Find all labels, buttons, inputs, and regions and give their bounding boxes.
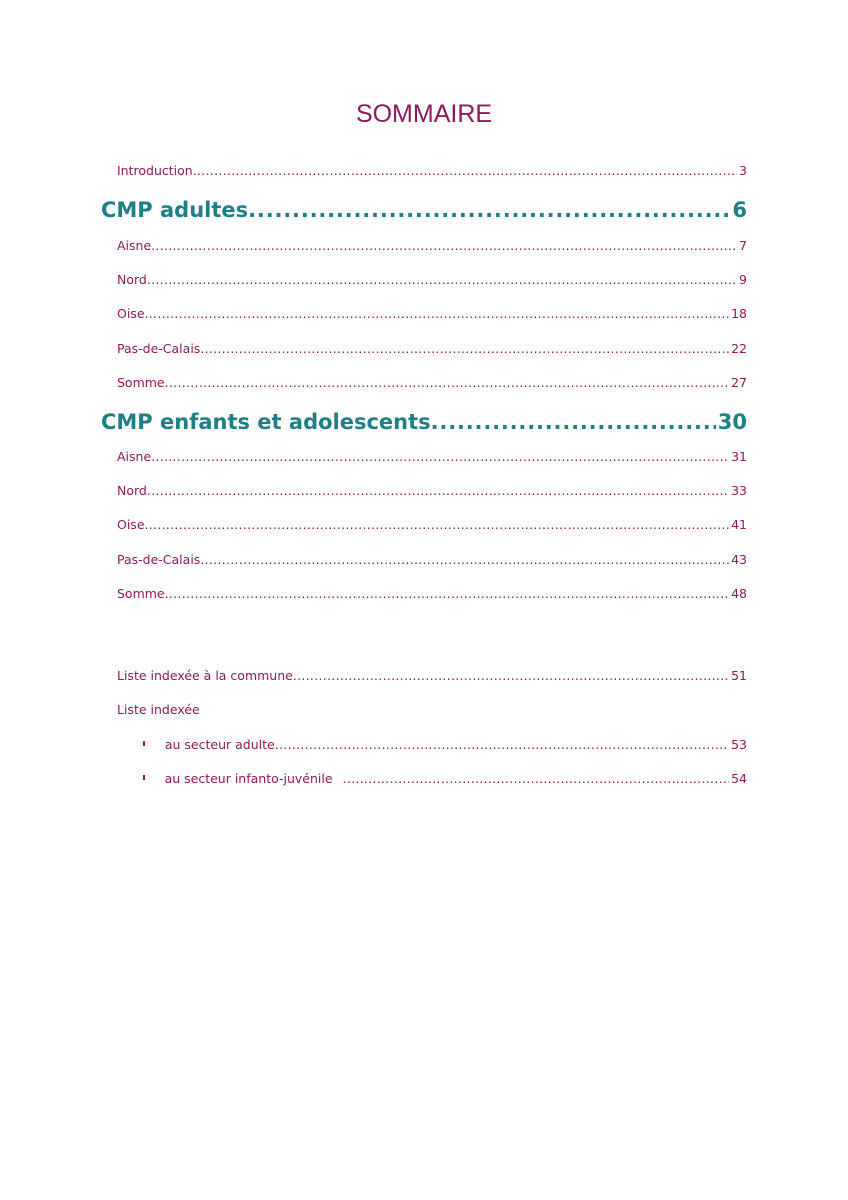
toc-entry-enfants-oise[interactable] xyxy=(117,517,747,535)
toc-page-number: 18 xyxy=(731,306,747,321)
toc-entry-label: Oise xyxy=(117,306,145,321)
toc-entry-label: au secteur adulte xyxy=(164,737,275,752)
toc-page-number: 9 xyxy=(739,272,747,287)
toc-page-number: 3 xyxy=(739,163,747,178)
bullet-icon xyxy=(143,741,145,746)
toc-page-number: 30 xyxy=(717,410,747,434)
toc-dot-leader xyxy=(343,771,730,786)
toc-dot-leader xyxy=(248,198,730,222)
toc-heading-cmp-enfants[interactable] xyxy=(101,410,747,438)
toc-dot-leader xyxy=(147,483,729,498)
toc-entry-adultes-pas-de-calais[interactable] xyxy=(117,341,747,359)
toc-dot-leader xyxy=(145,306,730,321)
toc-dot-leader xyxy=(147,272,737,287)
toc-page-number: 31 xyxy=(731,449,747,464)
toc-entry-secteur-adulte[interactable] xyxy=(143,737,747,755)
toc-page-number: 53 xyxy=(731,737,747,752)
toc-dot-leader xyxy=(151,449,729,464)
toc-entry-label: Nord xyxy=(117,272,147,287)
toc-entry-liste-commune[interactable] xyxy=(117,668,747,686)
toc-entry-adultes-oise[interactable] xyxy=(117,306,747,324)
toc-page-number: 7 xyxy=(739,238,747,253)
toc-page-number: 27 xyxy=(731,375,747,390)
toc-page-number: 54 xyxy=(731,771,747,786)
toc-entry-label: Nord xyxy=(117,483,147,498)
toc-entry-enfants-nord[interactable] xyxy=(117,483,747,501)
toc-entry-label: Introduction xyxy=(117,163,193,178)
toc-dot-leader xyxy=(431,410,716,434)
toc-dot-leader xyxy=(165,586,729,601)
toc-dot-leader xyxy=(200,552,729,567)
toc-page-number: 48 xyxy=(731,586,747,601)
toc-page-number: 41 xyxy=(731,517,747,532)
toc-page-number: 22 xyxy=(731,341,747,356)
toc-dot-leader xyxy=(275,737,729,752)
toc-page-number: 43 xyxy=(731,552,747,567)
toc-entry-enfants-somme[interactable] xyxy=(117,586,747,604)
toc-page-number: 51 xyxy=(731,668,747,683)
toc-entry-label: Oise xyxy=(117,517,145,532)
toc-entry-label: Somme xyxy=(117,586,165,601)
toc-dot-leader xyxy=(165,375,729,390)
toc-entry-label: Somme xyxy=(117,375,165,390)
toc-entry-secteur-infanto-juvenile[interactable] xyxy=(143,771,747,789)
toc-entry-label: Liste indexée à la commune xyxy=(117,668,293,683)
bullet-icon xyxy=(143,775,145,780)
toc-dot-leader xyxy=(200,341,729,356)
toc-heading-label: CMP adultes xyxy=(101,198,249,222)
page-title: SOMMAIRE xyxy=(355,100,493,128)
toc-dot-leader xyxy=(151,238,737,253)
toc-entry-label: Pas-de-Calais xyxy=(117,341,201,356)
toc-entry-enfants-aisne[interactable] xyxy=(117,449,747,467)
toc-entry-label: Aisne xyxy=(117,238,152,253)
toc-entry-adultes-nord[interactable] xyxy=(117,272,747,290)
toc-entry-introduction[interactable] xyxy=(117,163,747,181)
toc-entry-adultes-somme[interactable] xyxy=(117,375,747,393)
toc-page-number: 33 xyxy=(731,483,747,498)
toc-entry-label: au secteur infanto-juvénile xyxy=(164,771,333,786)
toc-page-number: 6 xyxy=(732,198,747,222)
toc-heading-label: CMP enfants et adolescents xyxy=(101,410,431,434)
toc-dot-leader xyxy=(293,668,729,683)
toc-dot-leader xyxy=(145,517,730,532)
toc-entry-enfants-pas-de-calais[interactable] xyxy=(117,552,747,570)
toc-entry-liste-indexee: Liste indexée xyxy=(117,702,200,717)
toc-heading-cmp-adultes[interactable] xyxy=(101,198,747,226)
toc-dot-leader xyxy=(193,163,737,178)
toc-entry-adultes-aisne[interactable] xyxy=(117,238,747,256)
toc-entry-label: Pas-de-Calais xyxy=(117,552,201,567)
toc-entry-label: Aisne xyxy=(117,449,152,464)
